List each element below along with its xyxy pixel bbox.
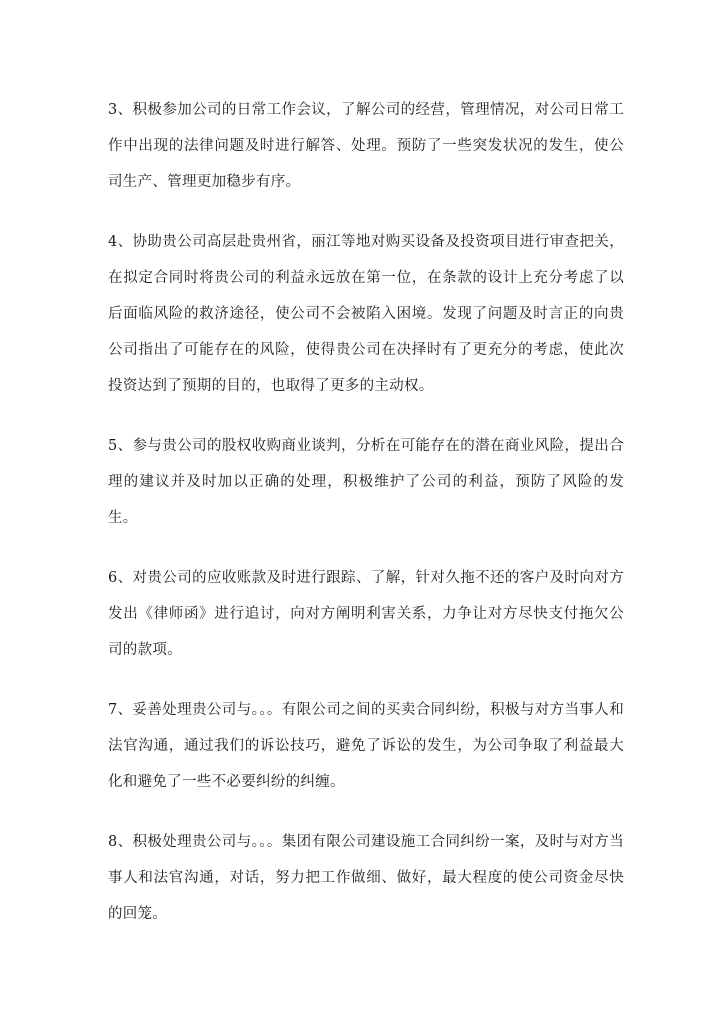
paragraph-item-4: 4、协助贵公司高层赴贵州省，丽江等地对购买设备及投资项目进行审查把关，在拟定合同时将贵公司的利益永远放在第一位，在条款的设计上充分考虑了以后面临风险的救济途径，使公司不会被陷入困境。发现了问题及时言正的向贵公司指出了可能存在的风险，使得贵公司在决择时有了更充分的考虑，使此次投资达到了预期的目的，也取得了更多的主动权。	[108, 234, 624, 394]
paragraph-item-8: 8、积极处理贵公司与。。。集团有限公司建设施工合同纠纷一案，及时与对方当事人和法官沟通，对话，努力把工作做细、做好，最大程度的使公司资金尽快的回笼。	[108, 834, 624, 922]
paragraph-item-7: 7、妥善处理贵公司与。。。有限公司之间的买卖合同纠纷，积极与对方当事人和法官沟通，通过我们的诉讼技巧，避免了诉讼的发生，为公司争取了利益最大化和避免了一些不必要纠纷的纠缠。	[108, 702, 624, 790]
paragraph-item-5: 5、参与贵公司的股权收购商业谈判，分析在可能存在的潜在商业风险，提出合理的建议并及时加以正确的处理，积极维护了公司的利益，预防了风险的发生。	[108, 438, 624, 526]
paragraph-item-6: 6、对贵公司的应收账款及时进行跟踪、了解，针对久拖不还的客户及时向对方发出《律师函》进行追讨，向对方阐明利害关系，力争让对方尽快支付拖欠公司的款项。	[108, 570, 624, 658]
paragraph-item-3: 3、积极参加公司的日常工作会议，了解公司的经营，管理情况，对公司日常工作中出现的法律问题及时进行解答、处理。预防了一些突发状况的发生，使公司生产、管理更加稳步有序。	[108, 102, 624, 190]
